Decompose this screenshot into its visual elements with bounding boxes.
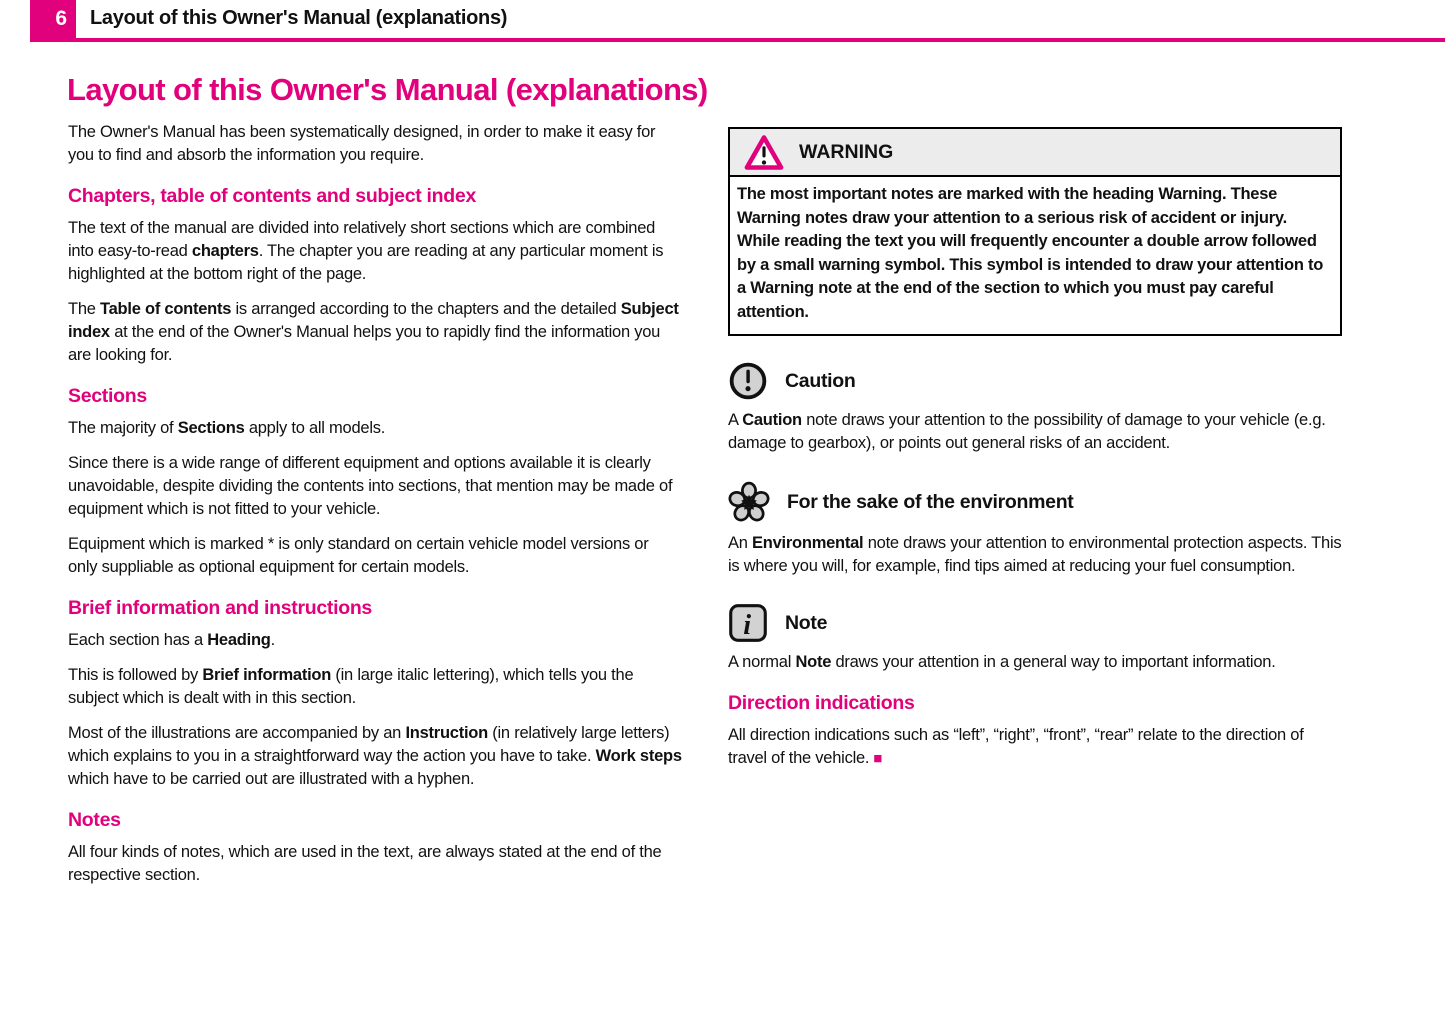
info-i-icon (728, 603, 768, 643)
direction-paragraph-text: All direction indications such as “left”, “right”, “front”, “rear” relate to the direction of travel of the vehicle. (728, 726, 1304, 767)
header-rule (30, 38, 1445, 42)
note-section (728, 603, 1342, 674)
sections-paragraph-1: The majority of Sections apply to all models. (68, 419, 386, 437)
notes-paragraph: All four kinds of notes, which are used in the text, are always stated at the end of the respective section. (68, 843, 662, 884)
intro-paragraph: The Owner's Manual has been systematically designed, in order to make it easy for you to find and absorb the information you require. (68, 123, 656, 164)
brief-info-paragraph-2: This is followed by Brief information (in large italic lettering), which tells you the subject which is dealt with in this section. (68, 666, 634, 707)
note-paragraph: A normal Note draws your attention in a general way to important information. (728, 653, 1276, 671)
warning-body: The most important notes are marked with the heading Warning. These Warning notes draw your attention to a serious risk of accident or injury. While reading the text you will frequently encounter a double arrow followed by a small warning symbol. This symbol is intended to draw your attention to a Warning note at the end of the section to which you must pay careful attention. (737, 185, 1324, 321)
running-header-title: Layout of this Owner's Manual (explanations) (90, 7, 508, 29)
sections-paragraph-3: Equipment which is marked * is only standard on certain vehicle model versions or only suppliable as optional equipment for certain models. (68, 535, 649, 576)
caution-exclamation-circle-icon (728, 361, 768, 401)
environment-paragraph: An Environmental note draws your attention to environmental protection aspects. This is where you will, for example, find tips aimed at reducing your fuel consumption. (728, 534, 1342, 575)
page-title: Layout of this Owner's Manual (explanations) (67, 72, 708, 107)
caution-paragraph: A Caution note draws your attention to the possibility of damage to your vehicle (e.g. damage to gearbox), or points out general risks of an accident. (728, 411, 1326, 452)
flower-icon (728, 480, 770, 524)
environment-header (728, 480, 1342, 524)
caution-header (728, 361, 1342, 401)
section-heading-brief-information: Brief information and instructions (68, 597, 372, 619)
right-column (728, 127, 1342, 782)
brief-info-paragraph-3: Most of the illustrations are accompanied by an Instruction (in relatively large letters) which explains to you in a straightforward way the action you have to take. Work steps which have to be carried out are illustrated with a hyphen. (68, 724, 682, 788)
warning-box (728, 127, 1342, 336)
page-number-badge: 6 (30, 0, 76, 38)
left-column (68, 121, 682, 899)
brief-info-paragraph-1: Each section has a Heading. (68, 631, 275, 649)
chapters-paragraph-1: The text of the manual are divided into relatively short sections which are combined into easy-to-read chapters. The chapter you are reading at any particular moment is highlighted at the bottom right of the page. (68, 219, 664, 283)
section-heading-chapters: Chapters, table of contents and subject index (68, 185, 476, 207)
warning-triangle-icon (744, 134, 784, 171)
environment-section (728, 480, 1342, 578)
warning-title: WARNING (799, 140, 894, 163)
sections-paragraph-2: Since there is a wide range of different equipment and options available it is clearly unavoidable, despite dividing the contents into sections, that mention may be made of equipment which is not fitted to your vehicle. (68, 454, 673, 518)
section-heading-direction-indications: Direction indications (728, 692, 915, 714)
note-header (728, 603, 1342, 643)
environment-title: For the sake of the environment (787, 490, 1074, 513)
chapters-paragraph-2: The Table of contents is arranged according to the chapters and the detailed Subject index at the end of the Owner's Manual helps you to rapidly find the information you are looking for. (68, 300, 679, 364)
section-heading-notes: Notes (68, 809, 121, 831)
note-title: Note (785, 611, 828, 634)
caution-title: Caution (785, 369, 856, 392)
section-heading-sections: Sections (68, 385, 147, 407)
warning-box-header (730, 129, 1340, 177)
caution-section (728, 361, 1342, 455)
svg-text:i: i (743, 609, 751, 641)
direction-paragraph (728, 724, 1342, 770)
section-end-square: ■ (873, 750, 883, 767)
